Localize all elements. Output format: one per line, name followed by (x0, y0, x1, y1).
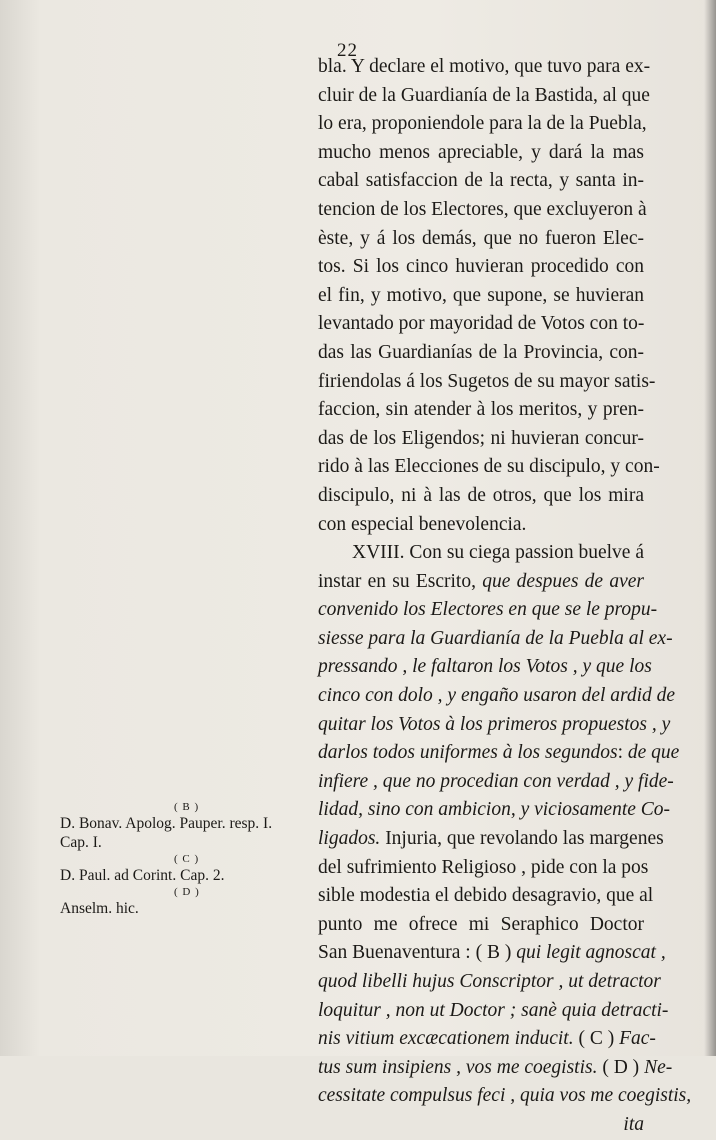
roman-text: lo era, proponiendole para la de la Puebla, (318, 113, 647, 135)
italic-text: siesse para la Guardianía de la Puebla al ex- (318, 627, 673, 649)
main-text-column (318, 53, 692, 1140)
italic-text: tus sum insipiens , vos me coegistis. (318, 1056, 598, 1078)
roman-text: tos. Si los cinco huvieran procedido con (318, 256, 644, 278)
note-text-continued: Cap. I. (60, 834, 102, 851)
text-line (318, 225, 644, 254)
text-line (318, 110, 647, 139)
text-line (318, 453, 660, 482)
text-line (318, 768, 674, 797)
text-line (318, 568, 644, 597)
page-number: 22 (337, 40, 358, 61)
roman-text: ( C ) (573, 1028, 620, 1050)
text-line (318, 911, 644, 940)
text-line (318, 167, 644, 196)
roman-text: èste, y á los demás, que no fueron Elec- (318, 227, 644, 249)
note-text: Anselm. hic. (60, 900, 139, 917)
roman-text: discipulo, ni à las de otros, que los mira (318, 484, 644, 506)
note-text: D. Paul. ad Corint. Cap. 2. (60, 867, 225, 884)
roman-text: faccion, sin atender à los meritos, y pren- (318, 399, 644, 421)
text-line (318, 511, 644, 540)
text-line (318, 425, 644, 454)
text-line (318, 368, 656, 397)
italic-text: de que (627, 742, 680, 764)
roman-text: das las Guardianías de la Provincia, con- (318, 341, 644, 363)
text-line (318, 825, 664, 854)
roman-text: rido à las Elecciones de su discipulo, y con- (318, 456, 660, 478)
italic-text: Fac- (619, 1028, 656, 1050)
text-line (318, 539, 644, 568)
note-text: D. Bonav. Apolog. Pauper. resp. I. (60, 815, 273, 832)
text-line (318, 711, 671, 740)
text-line (318, 1054, 673, 1083)
text-line (318, 139, 644, 168)
italic-text: infiere , que no procedian con verdad , y fide- (318, 770, 674, 792)
italic-text: Ne- (644, 1056, 673, 1078)
text-line (318, 1111, 644, 1140)
roman-text: del sufrimiento Religioso , pide con la pos (318, 856, 649, 878)
roman-text: cluir de la Guardianía de la Bastida, al que (318, 84, 650, 106)
text-line (318, 339, 644, 368)
italic-text: nis vitium excæcationem inducit. (318, 1028, 574, 1050)
roman-text: Injuria, que revolando las margenes (380, 828, 664, 850)
page-edge-shadow (704, 0, 716, 1056)
roman-text: sible modestia el debido desagravio, que al (318, 885, 654, 907)
text-line (318, 682, 676, 711)
text-line (318, 1025, 656, 1054)
italic-text: ita (623, 1113, 644, 1135)
text-line (318, 939, 666, 968)
roman-text: punto me ofrece mi Seraphico Doctor (318, 913, 644, 935)
roman-text: levantado por mayoridad de Votos con to- (318, 313, 645, 335)
note-c (60, 852, 300, 885)
text-line (318, 739, 680, 768)
note-marker: ( C ) (174, 853, 200, 865)
text-line (318, 310, 644, 339)
italic-text: cessitate compulsus feci , quia vos me coegistis, (318, 1085, 692, 1107)
text-line (318, 196, 647, 225)
italic-text: loquitur , non ut Doctor ; sanè quia detracti- (318, 999, 669, 1021)
roman-text: ( D ) (597, 1056, 645, 1078)
text-line (318, 796, 671, 825)
italic-text: cinco con dolo , y engaño usaron del ardid de (318, 685, 676, 707)
italic-text: pressando , le faltaron los Votos , y que los (318, 656, 652, 678)
text-line (318, 997, 669, 1026)
text-line (318, 253, 644, 282)
italic-text: convenido los Electores en que se le propu- (318, 599, 658, 621)
italic-text: quitar los Votos à los primeros propuestos , y (318, 713, 671, 735)
italic-text: darlos todos uniformes à los segundos (318, 742, 618, 764)
note-b (60, 800, 300, 852)
note-marker: ( D ) (174, 886, 200, 898)
italic-text: quod libelli hujus Conscriptor , ut detractor (318, 971, 661, 992)
roman-text: San Buenaventura : ( B ) (318, 942, 517, 964)
roman-text: el fin, y motivo, que supone, se huvieran (318, 284, 644, 306)
text-line (318, 82, 650, 111)
italic-text: ligados. (318, 828, 381, 850)
text-line (318, 482, 644, 511)
text-line (318, 854, 649, 883)
roman-text: : (617, 742, 628, 764)
roman-text: cabal satisfaccion de la recta, y santa in- (318, 170, 644, 192)
roman-text: con especial benevolencia. (318, 513, 527, 535)
roman-text: das de los Eligendos; ni huvieran concur- (318, 427, 644, 449)
italic-text: qui legit agnoscat , (516, 942, 666, 964)
roman-text: tencion de los Electores, que excluyeron à (318, 198, 647, 220)
roman-text: XVIII. Con su ciega passion buelve á (352, 542, 644, 564)
text-line (318, 53, 651, 82)
italic-text: que despues de aver (482, 570, 644, 592)
text-line (318, 653, 652, 682)
text-line (318, 282, 644, 311)
roman-text: instar en su Escrito, (318, 570, 483, 592)
text-line (318, 882, 654, 911)
text-line (318, 1082, 692, 1111)
roman-text: firiendolas á los Sugetos de su mayor satis- (318, 370, 656, 392)
roman-text: mucho menos apreciable, y dará la mas (318, 141, 644, 163)
marginal-notes (60, 800, 300, 918)
text-line (318, 625, 673, 654)
text-line (318, 596, 658, 625)
text-line (318, 968, 661, 997)
note-d (60, 885, 300, 918)
italic-text: lidad, sino con ambicion, y viciosamente Co- (318, 799, 671, 821)
roman-text: bla. Y declare el motivo, que tuvo para ex- (318, 56, 651, 77)
text-line (318, 396, 644, 425)
note-marker: ( B ) (174, 801, 200, 813)
